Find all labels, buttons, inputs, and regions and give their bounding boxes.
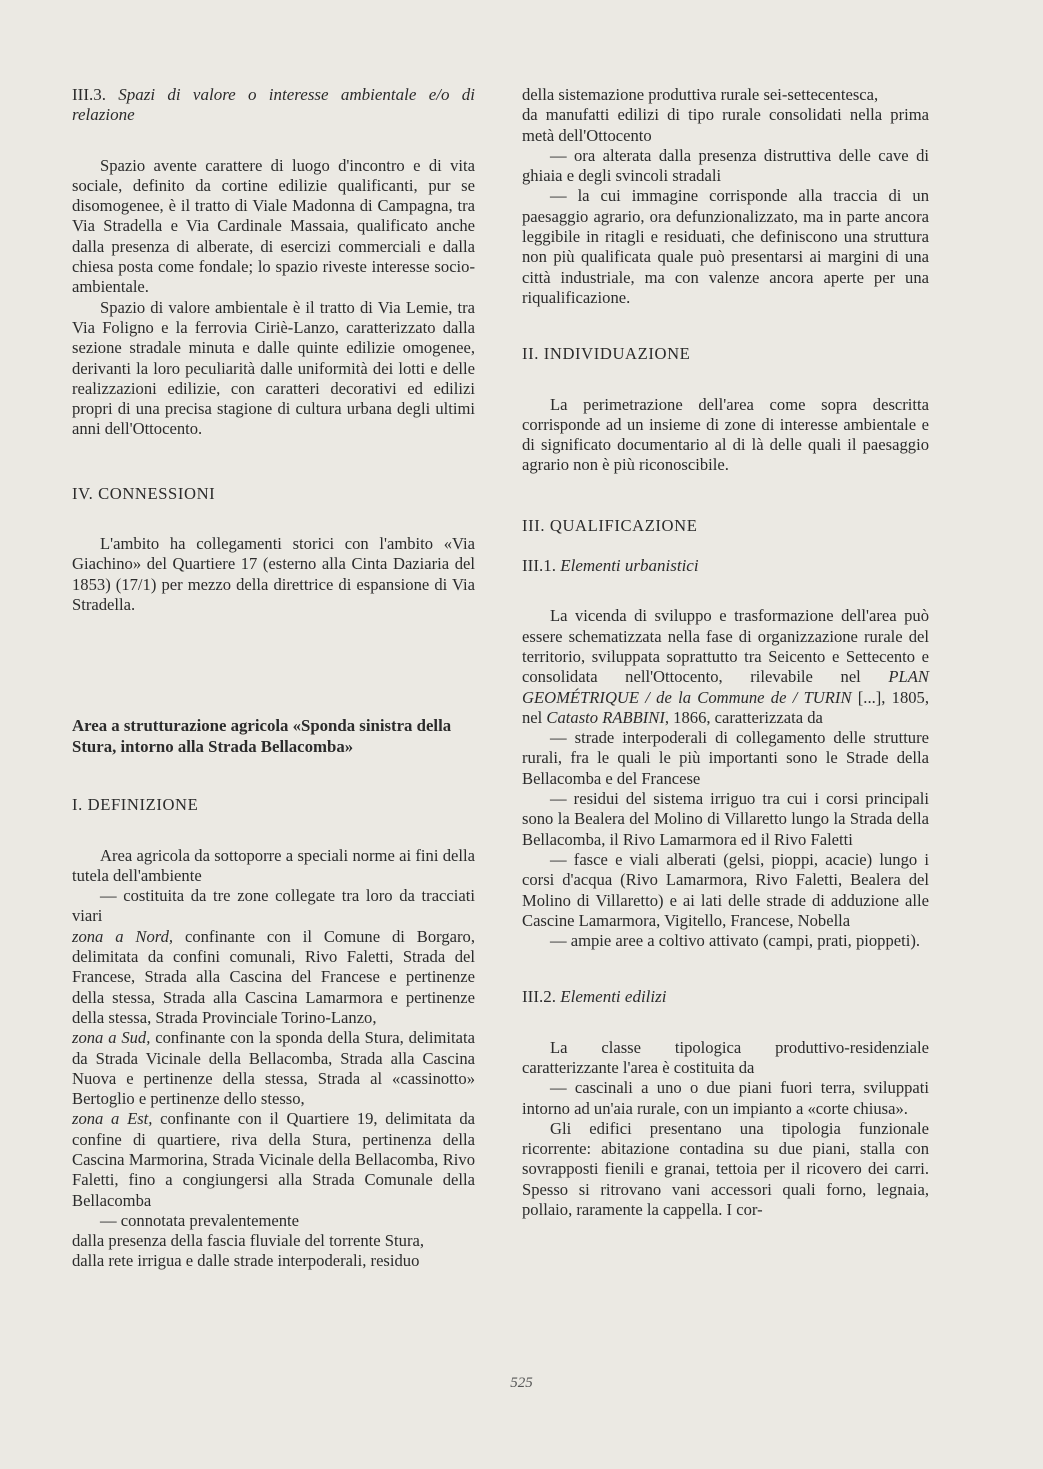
dash-item: — fasce e viali alberati (gelsi, pioppi, acacie) lungo i corsi d'acqua (Rivo Lamarmora, Rivo Faletti, Bealera del Molino di Villaretto) e ai lati delle strade di adduzione alle Cascine Lamarmora, Vigitello, Francese, Nobella	[522, 849, 929, 930]
zone-label: zona a Est,	[72, 1109, 153, 1129]
text-run: , 1866, caratterizzata da	[664, 707, 823, 727]
subsection-heading-edilizi	[522, 987, 929, 1007]
paragraph: La classe tipologica produttivo-residenziale caratterizzante l'area è costituita da	[522, 1037, 929, 1077]
list-line: da manufatti edilizi di tipo rurale consolidati nella prima metà dell'Ottocento	[522, 105, 929, 145]
list-line: dalla presenza della fascia fluviale del torrente Stura,	[72, 1231, 424, 1251]
dash-item: — cascinali a uno o due piani fuori terra, sviluppati intorno ad un'aia rurale, con un impianto a «corte chiusa».	[522, 1078, 929, 1118]
heading-title: Elementi urbanistici	[560, 556, 699, 576]
source-title: PLAN GEOMÉTRIQUE / de la Commune de / TURIN	[522, 667, 929, 707]
zone-label: zona a Sud,	[72, 1028, 151, 1048]
page-number: 525	[510, 1375, 533, 1391]
dash-item: — strade interpoderali di collegamento delle strutture rurali, fra le quali le più importanti sono le Strade della Bellacomba e del Francese	[522, 728, 929, 788]
paragraph: Spazio avente carattere di luogo d'incontro e di vita sociale, definito da cortine edilizie qualificanti, pur se disomogenee, è il tratto di Viale Madonna di Campagna, tra Via Stradella e Via Cardinale Massaia, qualificato anche dalla presenza di alberate, di esercizi commerciali e dalla chiesa posta come fondale; lo spazio riveste interesse socio-ambientale.	[72, 155, 475, 297]
section-heading-definizione: I. DEFINIZIONE	[72, 795, 199, 815]
heading-title: Elementi edilizi	[560, 987, 667, 1007]
dash-item: — ora alterata dalla presenza distruttiva delle cave di ghiaia e degli svincoli stradali	[522, 145, 929, 186]
paragraph: Area agricola da sottoporre a speciali norme ai fini della tutela dell'ambiente	[72, 845, 475, 885]
dash-item: — residui del sistema irriguo tra cui i corsi principali sono la Bealera del Molino di Villaretto lungo la Strada della Bellacomba, il Rivo Lamarmora ed il Rivo Faletti	[522, 789, 929, 849]
left-column	[72, 85, 475, 1272]
zone-item	[72, 927, 475, 1028]
section-heading-qualificazione: III. QUALIFICAZIONE	[522, 515, 698, 535]
area-title: Area a strutturazione agricola «Sponda sinistra della Stura, intorno alla Strada Bellacomba»	[72, 716, 452, 757]
source-title: Catasto RABBINI	[546, 707, 665, 727]
subsection-heading-urbanistici	[522, 556, 929, 576]
paragraph: Gli edifici presentano una tipologia funzionale ricorrente: abitazione contadina su due piani, stalla con sovrapposti fienili e granai, tettoia per il ricovero dei carri. Spesso si ritrovano vani accessori quali forno, legnaia, pollaio, raramente la cappella. I cor-	[522, 1118, 929, 1220]
right-column	[522, 85, 929, 1220]
dash-item: — ampie aree a coltivo attivato (campi, prati, pioppeti).	[550, 931, 920, 951]
list-line: dalla rete irrigua e dalle strade interpoderali, residuo	[72, 1251, 420, 1271]
heading-number: III.3.	[72, 85, 106, 104]
zone-text: confinante con il Quartiere 19, delimitata da confine di quartiere, riva della Stura, pertinenza della Cascina Marmorina, Strada Vicinale della Bellacomba, Rivo Faletti, fino a congiungersi alla Strada Comunale della Bellacomba	[72, 1109, 475, 1210]
dash-item: — connotata prevalentemente	[100, 1210, 300, 1230]
paragraph: L'ambito ha collegamenti storici con l'ambito «Via Giachino» del Quartiere 17 (esterno alla Cinta Daziaria del 1853) (17/1) per mezzo della direttrice di espansione di Via Stradella.	[72, 534, 475, 614]
section-heading-connessioni: IV. CONNESSIONI	[72, 483, 216, 503]
paragraph	[522, 606, 929, 728]
dash-item: — costituita da tre zone collegate tra loro da tracciati viari	[72, 886, 475, 926]
zone-text: confinante con la sponda della Stura, delimitata da Strada Vicinale della Bellacomba, Strada alla Cascina Nuova e pertinenze della stessa, Strada al «cassinotto» Bertoglio e pertinenze dello stesso,	[72, 1028, 475, 1109]
heading-number: III.2.	[522, 987, 556, 1007]
list-line: della sistemazione produttiva rurale sei-settecentesca,	[522, 85, 879, 104]
paragraph: Spazio di valore ambientale è il tratto di Via Lemie, tra Via Foligno e la ferrovia Ciriè-Lanzo, caratterizzato dalla sezione stradale minuta e dalle quinte edilizie omogenee, derivanti la loro peculiarità dalle uniformità dei lotti e delle realizzazioni edilizie, con caratteri decorativi ed edilizi propri di una precisa stagione di cultura urbana degli ultimi anni dell'Ottocento.	[72, 297, 475, 439]
section-heading-individuazione: II. INDIVIDUAZIONE	[522, 344, 691, 364]
heading-number: III.1.	[522, 556, 556, 576]
zone-item	[72, 1028, 475, 1109]
heading-title: Spazi di valore o interesse ambientale e/o di relazione	[72, 85, 475, 125]
dash-item: — la cui immagine corrisponde alla traccia di un paesaggio agrario, ora defunzionalizzato, ma in parte ancora leggibile in ritagli e residuati, che definiscono una struttura non più qualificata quale può presentarsi ai margini di una città industriale, ma con valenze ancora aperte per una riqualificazione.	[522, 186, 929, 307]
zone-label: zona a Nord,	[72, 926, 174, 946]
section-heading-spazi	[72, 85, 475, 126]
text-run: La vicenda di sviluppo e trasformazione dell'area può essere schematizzata nella fase di organizzazione rurale del territorio, sviluppata soprattutto tra Seicento e Settecento e consolidata nell'Ottocento, rilevabile nel	[522, 606, 929, 687]
paragraph: La perimetrazione dell'area come sopra descritta corrisponde ad un insieme di zone di interesse ambientale e di significato documentario al di là delle quali il paesaggio agrario non è più riconoscibile.	[522, 394, 929, 475]
zone-item	[72, 1109, 475, 1210]
zone-text: confinante con il Comune di Borgaro, delimitata da confini comunali, Rivo Faletti, Strada del Francese, Strada alla Cascina del Francese e pertinenze della stessa, Strada alla Cascina Lamarmora e pertinenze della stessa, Strada Provinciale Torino-Lanzo,	[72, 926, 475, 1027]
text-run: [...], 1805, nel	[522, 687, 930, 727]
